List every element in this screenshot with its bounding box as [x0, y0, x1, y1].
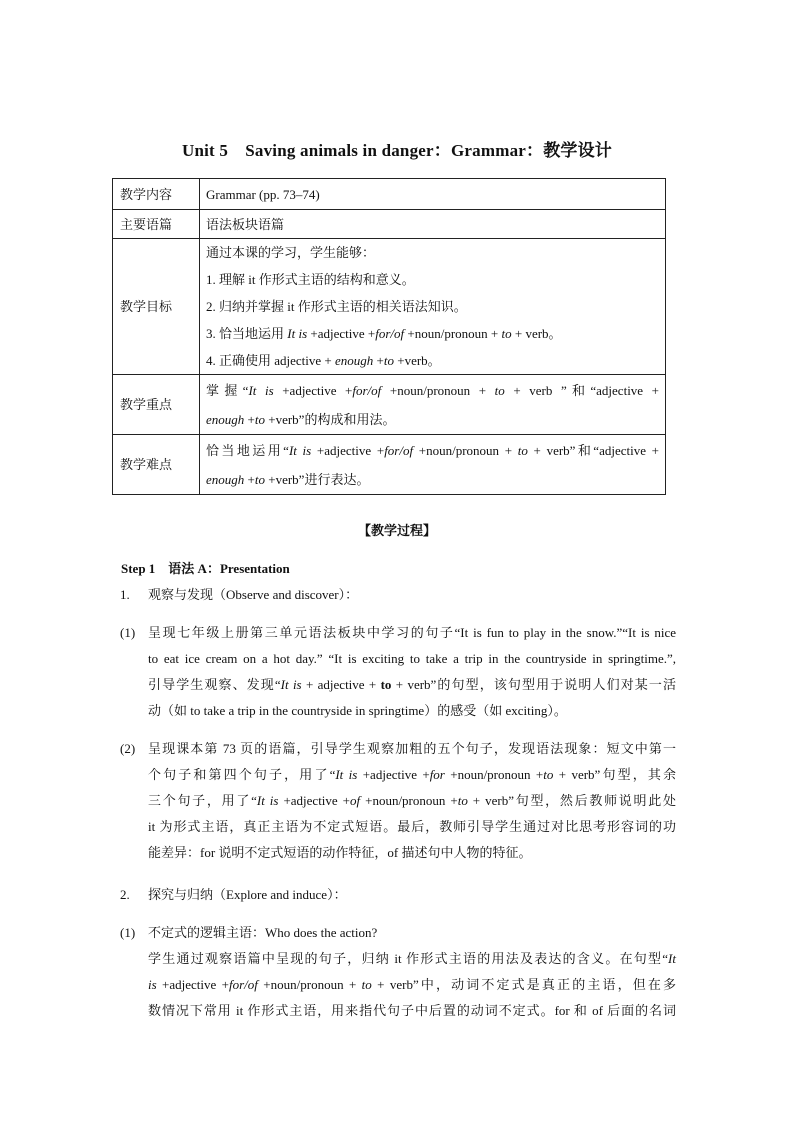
text-value: 语法板块语篇	[200, 210, 666, 239]
paragraph-line: 呈现七年级上册第三单元语法板块中学习的句子“It is fun to play in the snow.”“It is nice	[148, 625, 676, 640]
item-text: 观察与发现（Observe and discover）：	[148, 587, 359, 602]
table-row	[113, 210, 666, 239]
paragraph-1	[120, 620, 676, 724]
paragraph-3	[120, 920, 676, 1024]
paragraph-line: 动（如 to take a trip in the countryside in springtime）的感受（如 exciting）。	[148, 703, 567, 718]
paragraph-line: 个句子和第四个句子，用了“It is +adjective +for +noun/pronoun +to + verb”句型，其余	[148, 767, 676, 782]
text-label: 主要语篇	[113, 210, 200, 239]
item-number: 2.	[120, 887, 130, 902]
paragraph-line: 呈现课本第 73 页的语篇，引导学生观察加粗的五个句子，发现语法现象：短文中第一	[148, 741, 676, 756]
lesson-plan-table	[112, 178, 666, 495]
goal-1: 1. 理解 it 作形式主语的结构和意义。	[206, 272, 415, 287]
difficulty-label: 教学难点	[113, 435, 200, 495]
table-row	[113, 435, 666, 495]
item-number: 1.	[120, 587, 130, 602]
paragraph-line: to eat ice cream on a hot day.” “It is exciting to take a trip in the countryside in springtime.”,	[148, 651, 676, 666]
paragraph-2	[120, 736, 676, 866]
goal-2: 2. 归纳并掌握 it 作形式主语的相关语法知识。	[206, 299, 467, 314]
goal-3: 3. 恰当地运用 It is +adjective +for/of +noun/pronoun + to + verb。	[206, 326, 562, 341]
difficulty-cell	[200, 435, 666, 495]
paragraph-line: 学生通过观察语篇中呈现的句子，归纳 it 作形式主语的用法及表达的含义。在句型“It	[148, 951, 676, 966]
process-heading: 【教学过程】	[357, 523, 436, 538]
key-line-2: enough +to +verb”的构成和用法。	[206, 411, 396, 427]
paragraph-number: (2)	[120, 741, 136, 756]
goal-4: 4. 正确使用 adjective + enough +to +verb。	[206, 353, 441, 368]
table-row	[113, 239, 666, 375]
paragraph-number: (1)	[120, 625, 136, 640]
table-row	[113, 179, 666, 210]
table-row	[113, 375, 666, 435]
paragraph-number: (1)	[120, 925, 136, 940]
content-value: Grammar (pp. 73–74)	[200, 179, 666, 210]
paragraph-line: 能差异：for 说明不定式短语的动作特征，of 描述句中人物的特征。	[148, 845, 532, 860]
difficulty-line-2: enough +to +verb”进行表达。	[206, 471, 370, 487]
paragraph-line: 三个句子，用了“It is +adjective +of +noun/pronoun +to + verb”句型，然后教师说明此处	[148, 793, 676, 808]
key-line-1: 掌握“It is +adjective +for/of +noun/pronoun + to + verb ”和“adjective +	[206, 382, 659, 398]
paragraph-line: 不定式的逻辑主语：Who does the action?	[148, 925, 378, 940]
key-cell	[200, 375, 666, 435]
page-title: Unit 5 Saving animals in danger：Grammar：教学设计	[181, 141, 613, 160]
paragraph-line: 引导学生观察、发现“It is + adjective + to + verb”的句型，该句型用于说明人们对某一活	[148, 677, 676, 692]
goals-intro: 通过本课的学习，学生能够：	[206, 245, 376, 260]
list-item	[120, 584, 358, 603]
item-text: 探究与归纳（Explore and induce）：	[148, 887, 347, 902]
goals-label: 教学目标	[113, 239, 200, 375]
list-item	[120, 884, 347, 903]
content-label: 教学内容	[113, 179, 200, 210]
key-label: 教学重点	[113, 375, 200, 435]
paragraph-line: is +adjective +for/of +noun/pronoun + to + verb”中，动词不定式是真正的主语，但在多	[148, 977, 676, 992]
paragraph-line: it 为形式主语，真正主语为不定式短语。最后，教师引导学生通过对比思考形容词的功	[148, 819, 676, 834]
paragraph-line: 数情况下常用 it 作形式主语，用来指代句子中后置的动词不定式。for 和 of 后面的名词	[148, 1003, 676, 1018]
step1-heading: Step 1 语法 A：Presentation	[121, 561, 290, 576]
goals-cell	[200, 239, 666, 375]
difficulty-line-1: 恰当地运用“It is +adjective +for/of +noun/pronoun + to + verb”和“adjective +	[206, 442, 659, 458]
